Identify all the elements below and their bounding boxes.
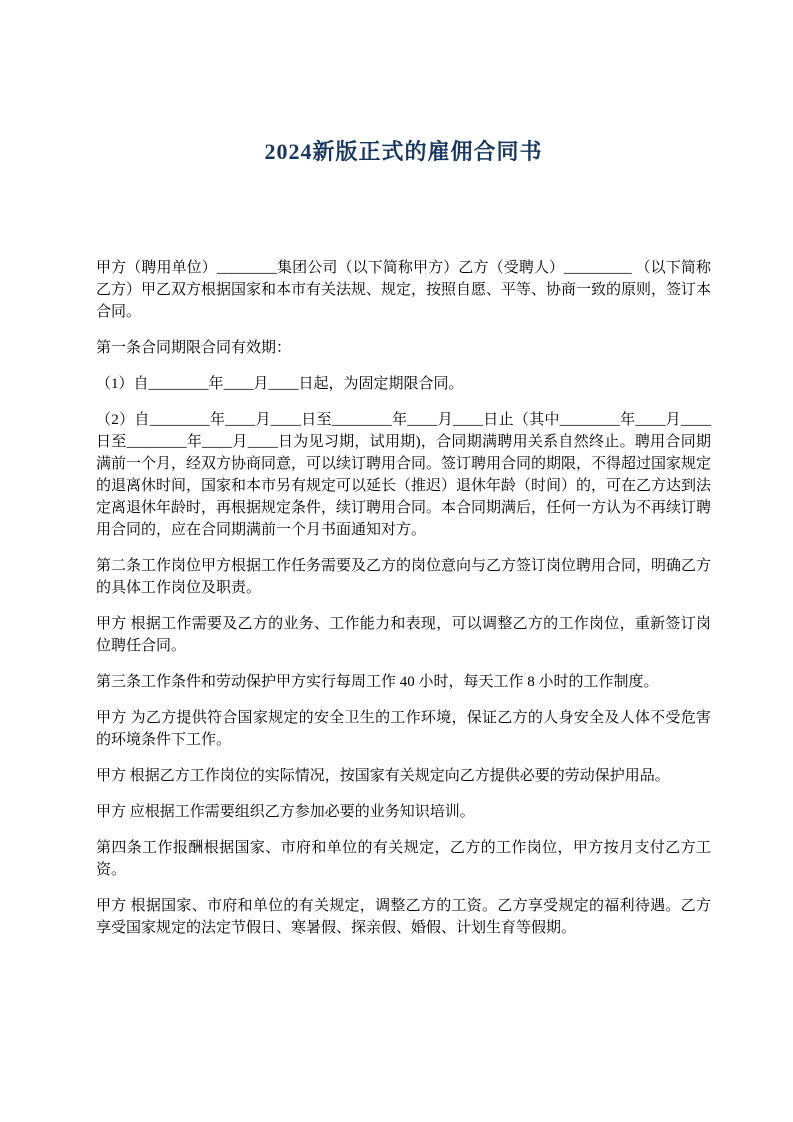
paragraph-article4-heading: 第四条工作报酬根据国家、市府和单位的有关规定，乙方的工作岗位，甲方按月支付乙方工资。	[96, 839, 711, 878]
paragraph-article3-heading: 第三条工作条件和劳动保护甲方实行每周工作 40 小时，每天工作 8 小时的工作制度。	[96, 673, 659, 690]
paragraph-article4-clause: 甲方 根据国家、市府和单位的有关规定，调整乙方的工资。乙方享受规定的福利待遇。乙方享受国家规定的法定节假日、寒暑假、探亲假、婚假、计划生育等假期。	[96, 897, 711, 936]
paragraph-article1-item1: （1）自________年____月____日起，为固定期限合同。	[96, 375, 464, 392]
paragraph-party-intro: 甲方（聘用单位）________集团公司（以下简称甲方）乙方（受聘人）_________ （以下简称乙方）甲乙双方根据国家和本市有关法规、规定，按照自愿、平等、协商一致的原则，签订本合同。	[96, 259, 712, 320]
document-title: 2024新版正式的雇佣合同书	[264, 139, 543, 164]
paragraph-article2-clause: 甲方 根据工作需要及乙方的业务、工作能力和表现，可以调整乙方的工作岗位，重新签订岗位聘任合同。	[96, 615, 711, 654]
paragraph-article3-clause1: 甲方 为乙方提供符合国家规定的安全卫生的工作环境，保证乙方的人身安全及人体不受危害的环境条件下工作。	[96, 709, 711, 748]
paragraph-article3-clause3: 甲方 应根据工作需要组织乙方参加必要的业务知识培训。	[96, 803, 475, 820]
paragraph-article2-heading: 第二条工作岗位甲方根据工作任务需要及乙方的岗位意向与乙方签订岗位聘用合同，明确乙方的具体工作岗位及职责。	[96, 557, 712, 596]
document-body	[96, 257, 711, 939]
paragraph-article3-clause2: 甲方 根据乙方工作岗位的实际情况，按国家有关规定向乙方提供必要的劳动保护用品。	[96, 767, 670, 784]
paragraph-article1-item2: （2）自________年____月____日至________年____月____日止（其中________年____月____日至________年____月____日为见习期，试用期)，合同期满聘用关系自然终止。聘用合同期满前一个月，经双方协商同意，可以续订聘用合同。签订聘用合同的期限，不得超过国家规定的退离休时间，国家和本市另有规定可以延长（推迟）退休年龄（时间）的，可在乙方达到法定离退休年龄时，再根据规定条件，续订聘用合同。本合同期满后，任何一方认为不再续订聘用合同的，应在合同期满前一个月书面通知对方。	[96, 411, 712, 538]
paragraph-article1-heading: 第一条合同期限合同有效期：	[96, 339, 292, 356]
